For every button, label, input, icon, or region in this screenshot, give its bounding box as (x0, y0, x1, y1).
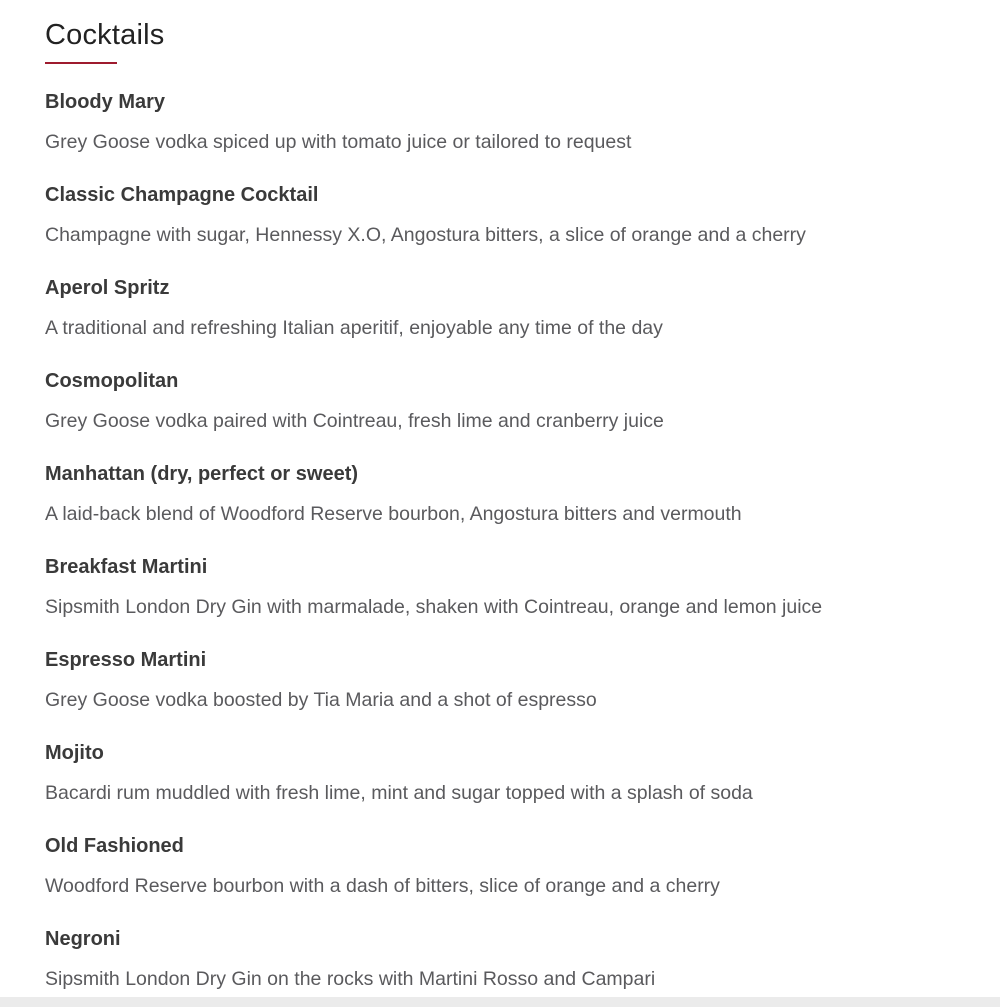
menu-item (45, 371, 955, 432)
menu-item (45, 743, 955, 804)
menu-item-description: Champagne with sugar, Hennessy X.O, Angostura bitters, a slice of orange and a cherry (45, 224, 806, 246)
menu-item (45, 929, 955, 990)
menu-item-description: Bacardi rum muddled with fresh lime, mint and sugar topped with a splash of soda (45, 782, 753, 804)
menu-item (45, 185, 955, 246)
menu-item-name: Manhattan (dry, perfect or sweet) (45, 463, 359, 485)
menu-item (45, 650, 955, 711)
menu-item (45, 464, 955, 525)
menu-item-description: Sipsmith London Dry Gin on the rocks with Martini Rosso and Campari (45, 968, 656, 990)
menu-item (45, 92, 955, 153)
menu-item (45, 278, 955, 339)
menu-item-name: Old Fashioned (45, 835, 184, 857)
menu-item-name: Aperol Spritz (45, 277, 170, 299)
menu-item-name: Mojito (45, 742, 104, 764)
menu-item-description: Sipsmith London Dry Gin with marmalade, shaken with Cointreau, orange and lemon juice (45, 596, 823, 618)
heading-accent-divider (45, 62, 117, 64)
menu-item-name: Classic Champagne Cocktail (45, 184, 319, 206)
menu-item-description: Grey Goose vodka paired with Cointreau, fresh lime and cranberry juice (45, 410, 664, 432)
section-bottom-divider (0, 997, 1000, 1007)
menu-item (45, 557, 955, 618)
section-heading: Cocktails (45, 19, 165, 51)
menu-list (45, 92, 955, 990)
menu-item-name: Breakfast Martini (45, 556, 208, 578)
menu-item-name: Negroni (45, 928, 121, 950)
menu-item-description: Grey Goose vodka boosted by Tia Maria and a shot of espresso (45, 689, 597, 711)
menu-item-description: A laid-back blend of Woodford Reserve bourbon, Angostura bitters and vermouth (45, 503, 742, 525)
menu-item-name: Cosmopolitan (45, 370, 179, 392)
menu-item-name: Espresso Martini (45, 649, 207, 671)
menu-item-description: Grey Goose vodka spiced up with tomato juice or tailored to request (45, 131, 632, 153)
menu-item-description: Woodford Reserve bourbon with a dash of bitters, slice of orange and a cherry (45, 875, 720, 897)
menu-item (45, 836, 955, 897)
menu-item-name: Bloody Mary (45, 91, 166, 113)
menu-item-description: A traditional and refreshing Italian aperitif, enjoyable any time of the day (45, 317, 663, 339)
